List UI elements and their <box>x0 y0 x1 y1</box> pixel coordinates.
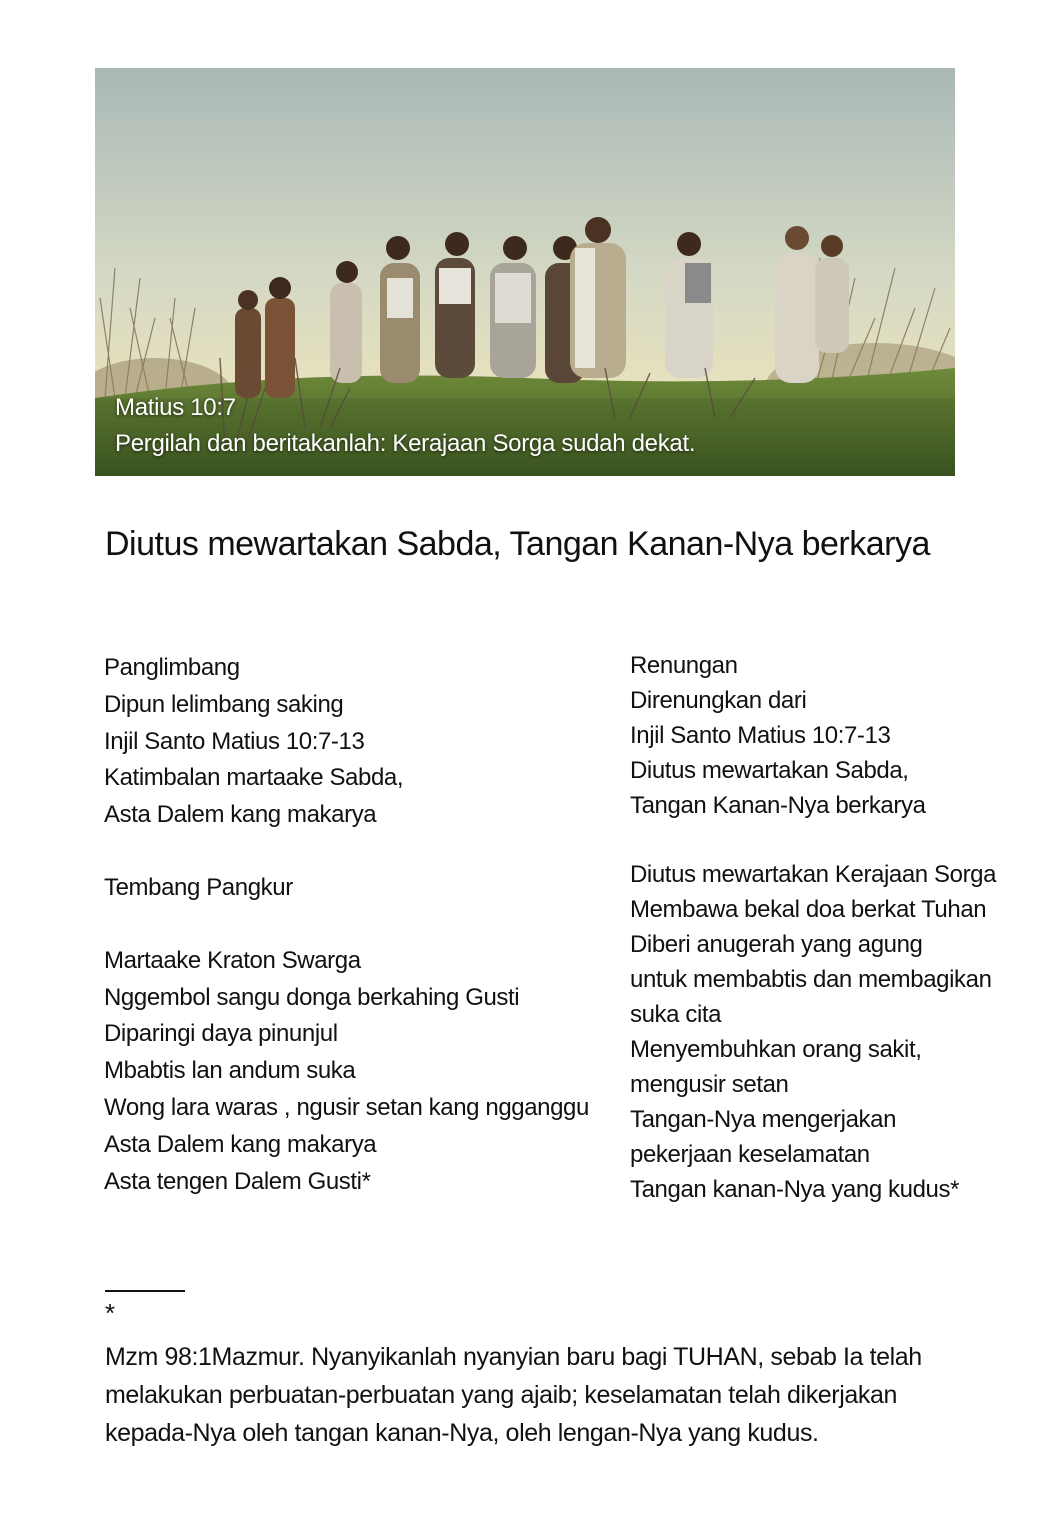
footnote-text: Mzm 98:1Mazmur. Nyanyikanlah nyanyian baru bagi TUHAN, sebab Ia telah melakukan perbuatan-perbuatan yang ajaib; keselamatan telah dikerjakan kepada-Nya oleh tangan kanan-Nya, oleh lengan-Nya yang kudus. <box>105 1343 922 1447</box>
footnote-marker: * <box>105 1298 116 1328</box>
hero-image <box>95 68 955 476</box>
left-line: Asta Dalem kang makarya <box>104 801 377 829</box>
left-column-javanese <box>104 650 614 1200</box>
footnote-divider <box>105 1290 185 1292</box>
left-line: Diparingi daya pinunjul <box>104 1020 338 1048</box>
right-line: Diberi anugerah yang agung <box>630 931 923 958</box>
left-line: Asta tengen Dalem Gusti* <box>104 1167 371 1195</box>
right-line: Renungan <box>630 652 738 679</box>
right-line: Diutus mewartakan Kerajaan Sorga <box>630 861 997 888</box>
hero-caption <box>115 390 695 462</box>
left-line: Martaake Kraton Swarga <box>104 946 361 974</box>
right-column-indonesian <box>630 648 1030 1207</box>
left-line: Mbabtis lan andum suka <box>104 1057 356 1085</box>
right-line: Diutus mewartakan Sabda, <box>630 757 909 784</box>
left-line: Dipun lelimbang saking <box>104 690 344 718</box>
right-line: pekerjaan keselamatan <box>630 1141 870 1168</box>
left-line: Injil Santo Matius 10:7-13 <box>104 727 365 755</box>
right-line: mengusir setan <box>630 1071 789 1098</box>
right-line: Injil Santo Matius 10:7-13 <box>630 722 891 749</box>
left-line: Panglimbang <box>104 654 240 681</box>
left-line: Katimbalan martaake Sabda, <box>104 764 404 792</box>
caption-reference: Matius 10:7 <box>115 394 236 421</box>
caption-text: Pergilah dan beritakanlah: Kerajaan Sorga sudah dekat. <box>115 430 696 457</box>
right-line: Tangan kanan-Nya yang kudus* <box>630 1176 960 1203</box>
right-line: Menyembuhkan orang sakit, <box>630 1036 922 1063</box>
right-line: suka cita <box>630 1001 722 1028</box>
left-subheading: Tembang Pangkur <box>104 873 293 901</box>
left-line: Nggembol sangu donga berkahing Gusti <box>104 983 520 1011</box>
right-line: Tangan-Nya mengerjakan <box>630 1106 897 1133</box>
left-line: Wong lara waras , ngusir setan kang ngganggu <box>104 1093 589 1121</box>
right-line: Membawa bekal doa berkat Tuhan <box>630 896 987 923</box>
page-title: Diutus mewartakan Sabda, Tangan Kanan-Nya berkarya <box>105 525 930 563</box>
left-line: Asta Dalem kang makarya <box>104 1130 377 1158</box>
right-line: untuk membabtis dan membagikan <box>630 966 992 993</box>
right-line: Direnungkan dari <box>630 687 807 714</box>
right-line: Tangan Kanan-Nya berkarya <box>630 792 926 819</box>
